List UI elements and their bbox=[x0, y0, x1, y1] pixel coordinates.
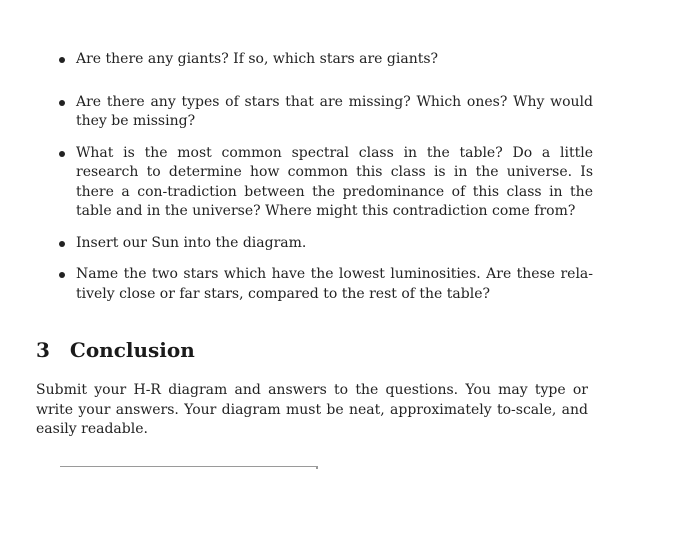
list-item-text: What is the most common spectral class in the table? Do a little research to determine how common this class is in the universe. Is there a con-tradiction between the predominance of this class in the table and in the universe? Where might this contradiction come from? bbox=[76, 144, 593, 219]
section-title: Conclusion bbox=[69, 338, 195, 362]
footnote-divider-tick bbox=[316, 466, 318, 469]
bullet-icon bbox=[59, 100, 65, 106]
footnote-divider bbox=[60, 466, 318, 467]
bullet-icon bbox=[59, 57, 65, 63]
list-item bbox=[58, 234, 593, 254]
section-heading bbox=[36, 338, 195, 362]
list-item bbox=[58, 93, 593, 132]
bullet-icon bbox=[59, 272, 65, 278]
list-item-text: Are there any types of stars that are missing? Which ones? Why would they be missing? bbox=[76, 93, 593, 129]
section-number: 3 bbox=[36, 338, 50, 362]
conclusion-paragraph: Submit your H-R diagram and answers to the questions. You may type or write your answers. Your diagram must be neat, approximately to-scale, and easily readable. bbox=[36, 382, 588, 437]
list-item-text: Are there any giants? If so, which stars are giants? bbox=[76, 51, 439, 67]
bullet-icon bbox=[59, 151, 65, 157]
list-item-text: Insert our Sun into the diagram. bbox=[76, 234, 307, 251]
list-item bbox=[58, 144, 593, 222]
question-list bbox=[58, 50, 593, 316]
list-item bbox=[58, 50, 593, 70]
list-item-text: Name the two stars which have the lowest luminosities. Are these rela-tively close or far stars, compared to the rest of the table? bbox=[76, 266, 593, 302]
list-item bbox=[58, 265, 593, 304]
bullet-icon bbox=[59, 241, 65, 247]
